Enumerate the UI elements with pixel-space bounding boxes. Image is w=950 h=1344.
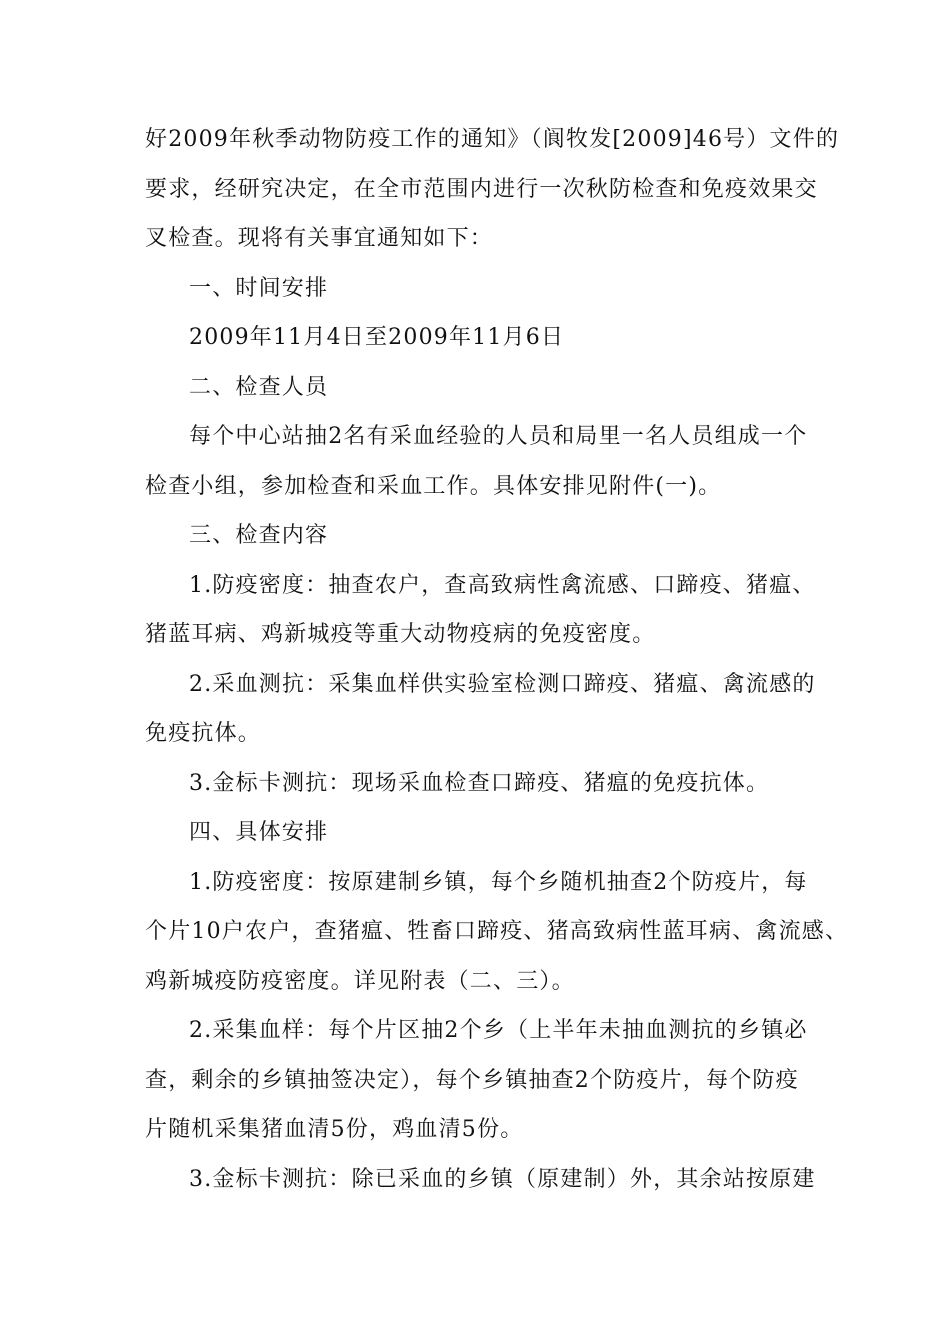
body-line-2: 要求，经研究决定，在全市范围内进行一次秋防检查和免疫效果交 [145, 176, 818, 202]
body-line-10: 1.防疫密度：抽查农户，查高致病性禽流感、口蹄疫、猪瘟、 [189, 572, 816, 598]
body-line-7: 每个中心站抽2名有采血经验的人员和局里一名人员组成一个 [189, 424, 808, 449]
section-heading-personnel: 二、检查人员 [189, 374, 329, 400]
body-line-14: 3.金标卡测抗：现场采血检查口蹄疫、猪瘟的免疫抗体。 [189, 770, 770, 796]
body-line-16: 1.防疫密度：按原建制乡镇，每个乡随机抽查2个防疫片，每 [189, 869, 808, 895]
body-line-3: 叉检查。现将有关事宜通知如下： [145, 226, 494, 251]
date-range: 2009年11月4日至2009年11月6日 [189, 325, 565, 350]
section-heading-content: 三、检查内容 [189, 523, 329, 548]
body-line-12: 2.采血测抗：采集血样供实验室检测口蹄疫、猪瘟、禽流感的 [189, 671, 816, 697]
body-line-21: 片随机采集猪血清5份，鸡血清5份。 [145, 1117, 524, 1142]
body-line-11: 猪蓝耳病、鸡新城疫等重大动物疫病的免疫密度。 [145, 622, 656, 647]
document-body [145, 115, 849, 1204]
body-line-18: 鸡新城疫防疫密度。详见附表（二、三）。 [145, 968, 575, 994]
body-line-22: 3.金标卡测抗：除已采血的乡镇（原建制）外，其余站按原建 [189, 1166, 816, 1192]
section-heading-arrangement: 四、具体安排 [189, 820, 329, 845]
body-line-20: 查，剩余的乡镇抽签决定），每个乡镇抽查2个防疫片，每个防疫 [145, 1067, 799, 1093]
body-line-17: 个片10户农户，查猪瘟、牲畜口蹄疫、猪高致病性蓝耳病、禽流感、 [145, 919, 849, 944]
body-line-8: 检查小组，参加检查和采血工作。具体安排见附件(一)。 [145, 473, 722, 499]
body-line-1: 好2009年秋季动物防疫工作的通知》（阆牧发[2009]46号）文件的 [145, 127, 840, 152]
section-heading-time: 一、时间安排 [189, 275, 329, 301]
body-line-13: 免疫抗体。 [145, 721, 262, 746]
body-line-19: 2.采集血样：每个片区抽2个乡（上半年未抽血测抗的乡镇必 [189, 1018, 808, 1043]
